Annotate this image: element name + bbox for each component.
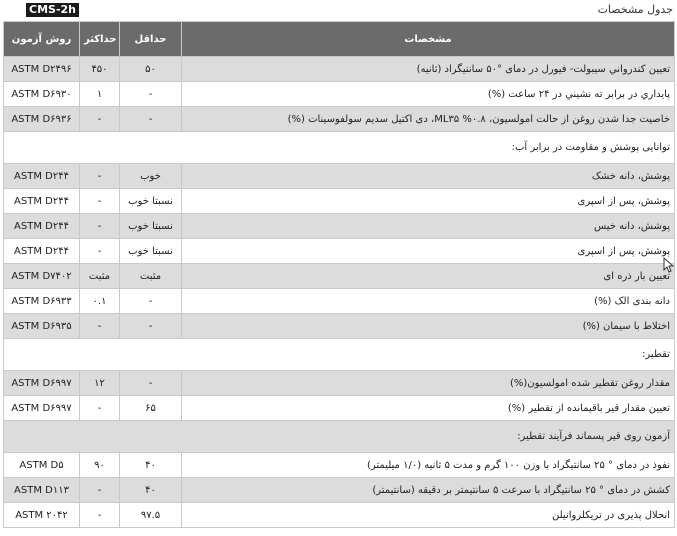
cell-spec: نفوذ در دمای ° ۲۵ سانتیگراد با وزن ۱۰۰ گرم و مدت ۵ ثانیه (۱/۰ میلیمتر)	[182, 453, 675, 478]
cell-spec: دانه بندی الک (%)	[182, 289, 675, 314]
table-row	[4, 503, 675, 528]
cell-min: نسبتا خوب	[120, 214, 182, 239]
cell-test-method: ASTM D۶۹۳۳	[4, 289, 80, 314]
cell-spec: مقدار روغن تقطیر شده امولسیون(%)	[182, 371, 675, 396]
cell-spec: تعیین مقدار قیر باقیمانده از تقطیر (%)	[182, 396, 675, 421]
cell-max: -	[80, 503, 120, 528]
table-row	[4, 239, 675, 264]
col-header-max: حداکثر	[80, 22, 120, 57]
section-row	[4, 339, 675, 371]
table-row	[4, 57, 675, 82]
cell-spec: کشش در دمای ° ۲۵ سانتیگراد با سرعت ۵ سانتیمتر بر دقیقه (سانتیمتر)	[182, 478, 675, 503]
cell-test-method: ASTM D۶۹۳۵	[4, 314, 80, 339]
cell-max: -	[80, 239, 120, 264]
table-row	[4, 82, 675, 107]
cell-spec: تعیین بار ذره ای	[182, 264, 675, 289]
cell-max: مثبت	[80, 264, 120, 289]
cell-test-method: ASTM D۷۴۰۲	[4, 264, 80, 289]
cell-test-method: ASTM D۶۹۳۶	[4, 107, 80, 132]
cell-max: ۹۰	[80, 453, 120, 478]
col-header-test-method: روش آزمون	[4, 22, 80, 57]
cell-test-method: ASTM D۲۴۹۶	[4, 57, 80, 82]
cell-min: -	[120, 371, 182, 396]
cell-test-method: ASTM D۶۹۹۷	[4, 371, 80, 396]
cell-test-method: ASTM D۲۴۴	[4, 164, 80, 189]
cell-test-method: ASTM D۶۹۳۰	[4, 82, 80, 107]
cell-min: ۴۰	[120, 478, 182, 503]
cell-min: خوب	[120, 164, 182, 189]
table-row	[4, 314, 675, 339]
top-bar	[0, 0, 677, 20]
cell-test-method: ASTM D۲۴۴	[4, 214, 80, 239]
table-body	[4, 57, 675, 528]
cell-max: -	[80, 478, 120, 503]
cell-spec: تعیین کندرواني سیبولت- فیورل در دمای °۵۰ سانتیگراد (ثانیه)	[182, 57, 675, 82]
cell-min: ۶۵	[120, 396, 182, 421]
cell-min: -	[120, 314, 182, 339]
table-row	[4, 214, 675, 239]
cell-test-method: ASTM D۶۹۹۷	[4, 396, 80, 421]
cell-spec: پوشش، دانه خشک	[182, 164, 675, 189]
cell-spec: اختلاط با سیمان (%)	[182, 314, 675, 339]
cell-min: ۵۰	[120, 57, 182, 82]
cell-test-method: ASTM D۱۱۳	[4, 478, 80, 503]
cell-max: -	[80, 314, 120, 339]
product-badge: CMS-2h	[26, 3, 79, 17]
cell-max: -	[80, 214, 120, 239]
cell-test-method: ASTM D۲۴۴	[4, 239, 80, 264]
cell-min: -	[120, 289, 182, 314]
table-row	[4, 371, 675, 396]
cell-max: -	[80, 396, 120, 421]
cell-spec: پوشش، دانه خیس	[182, 214, 675, 239]
cell-min: نسبتا خوب	[120, 239, 182, 264]
cell-spec: خاصیت جدا شدن روغن از حالت امولسیون، ۰.۸% ML۳۵، دی اکتیل سدیم سولفوسینات (%)	[182, 107, 675, 132]
table-row	[4, 478, 675, 503]
cell-max: -	[80, 164, 120, 189]
table-row	[4, 453, 675, 478]
table-row	[4, 289, 675, 314]
table-row	[4, 107, 675, 132]
cell-min: -	[120, 82, 182, 107]
cell-min: نسبتا خوب	[120, 189, 182, 214]
table-header-row	[4, 22, 675, 57]
table-row	[4, 189, 675, 214]
cell-spec: پوشش، پس از اسپری	[182, 189, 675, 214]
section-heading: تقطیر:	[4, 339, 675, 371]
spec-table	[3, 21, 675, 528]
mouse-pointer-icon	[663, 257, 674, 273]
section-heading: آزمون روی قیر پسماند فرآیند تقطیر:	[4, 421, 675, 453]
section-row	[4, 132, 675, 164]
table-caption: جدول مشخصات	[597, 3, 673, 16]
section-row	[4, 421, 675, 453]
table-row	[4, 396, 675, 421]
cell-min: مثبت	[120, 264, 182, 289]
cell-test-method: ASTM D۲۴۴	[4, 189, 80, 214]
cell-spec: پایداري در برابر ته نشیني در ۲۴ ساعت (%)	[182, 82, 675, 107]
cell-test-method: ASTM ۲۰۴۲	[4, 503, 80, 528]
section-heading: توانایی پوشش و مقاومت در برابر آب:	[4, 132, 675, 164]
cell-max: -	[80, 107, 120, 132]
table-row	[4, 164, 675, 189]
cell-max: -	[80, 189, 120, 214]
cell-spec: انحلال پذیری در تریکلرواتیلن	[182, 503, 675, 528]
cell-max: ۰.۱	[80, 289, 120, 314]
table-row	[4, 264, 675, 289]
col-header-spec: مشخصات	[182, 22, 675, 57]
cell-min: ۹۷.۵	[120, 503, 182, 528]
cell-min: ۴۰	[120, 453, 182, 478]
cell-test-method: ASTM D۵	[4, 453, 80, 478]
cell-spec: پوشش، پس از اسپری	[182, 239, 675, 264]
cell-max: ۴۵۰	[80, 57, 120, 82]
cell-min: -	[120, 107, 182, 132]
col-header-min: حداقل	[120, 22, 182, 57]
cell-max: ۱	[80, 82, 120, 107]
cell-max: ۱۲	[80, 371, 120, 396]
